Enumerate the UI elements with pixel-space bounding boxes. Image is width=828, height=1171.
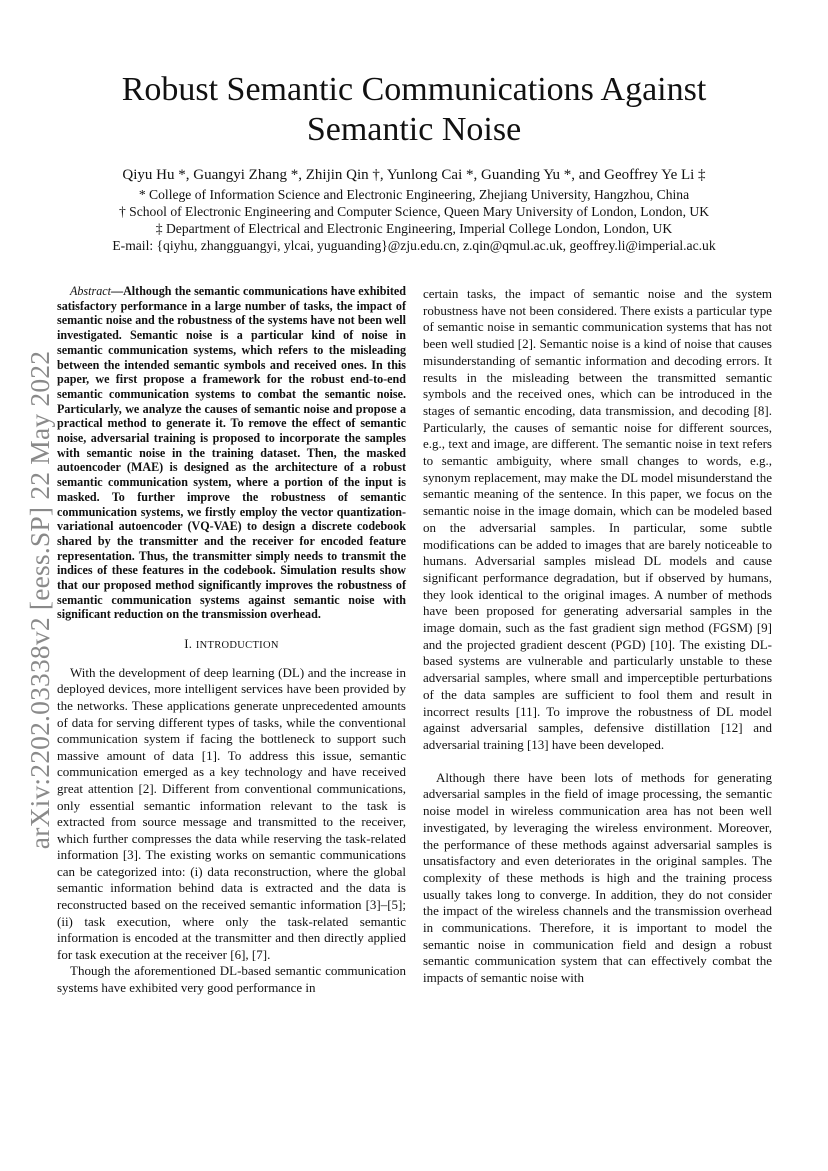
intro-paragraph-2: Though the aforementioned DL-based semantic communication systems have exhibited very good performance in <box>57 963 406 996</box>
section-title: INTRODUCTION <box>195 640 279 652</box>
right-column <box>423 286 772 987</box>
abstract-lead: Abstract <box>70 284 111 298</box>
abstract <box>57 284 406 622</box>
section-number: I. <box>184 637 193 652</box>
affiliation-imperial: ‡ Department of Electrical and Electronic Engineering, Imperial College London, London, UK <box>155 221 673 236</box>
arxiv-sidebar <box>20 320 60 880</box>
intro-paragraph-1: With the development of deep learning (DL) and the increase in deployed devices, more intelligent services have been provided by the networks. These applications generate unprecedented amounts of data for serving different types of tasks, while the conventional communication system if facing the bottleneck to support such massive amount of data [1]. To address this issue, semantic communication emerged as a key technology and have received great attention [2]. Different from conventional communications, only essential semantic information relevant to the task is extracted from source message and transmitted to the receiver, which further compresses the data while reserving the task-related information [3]. The existing works on semantic communications can be categorized into: (i) data reconstruction, where the global semantic information behind data is extracted and the data is reconstructed based on the received semantic information [3]–[5]; (ii) task execution, where only the task-related semantic information is encoded at the transmitter and then directly applied for task execution at the receiver [6], [7]. <box>57 664 406 962</box>
left-column <box>57 284 406 997</box>
affiliation-qmul: † School of Electronic Engineering and Computer Science, Queen Mary University of London, London, UK <box>118 204 710 219</box>
paper-title: Robust Semantic Communications Against Semantic Noise <box>121 71 707 148</box>
intro-paragraph-4: Although there have been lots of methods for generating adversarial samples in the field of image processing, the semantic noise model in wireless communication area has not been well investigated, by leveraging the wireless environment. Moreover, the performance of these methods against adversarial samples is unsatisfactory and even deteriorates in the original samples. The complexity of these methods is high and the training process usually takes long to converge. In addition, they do not consider the impact of the wireless channels and the transmission overhead in communications. Therefore, it is important to model the semantic noise in communication field and design a robust semantic communication system that can effectively combat the impacts of semantic noise with <box>423 769 772 986</box>
affiliation-zju: * College of Information Science and Electronic Engineering, Zhejiang University, Hangzhou, China <box>138 187 690 202</box>
intro-paragraph-3: certain tasks, the impact of semantic noise and the system robustness have not been considered. There exists a particular type of semantic noise in semantic communication systems that has not been well studied [2]. Semantic noise is a kind of noise that causes misunderstanding of semantic information and decoding errors. It results in the misleading between the transmitted semantic symbols and the received ones, which can be introduced in the stages of semantic encoding, data transmission, and decoding [8]. Particularly, the causes of semantic noise for different sources, e.g., text and image, are different. The semantic noise in text refers to semantic ambiguity, where small changes to words, e.g., synonym replacement, may make the DL model misunderstand the semantic meaning of the sentence. In this paper, we focus on the semantic noise in the image domain, which can be modeled based on the adversarial samples. In particular, some subtle modifications can be added to images that are barely noticeable to humans. Adversarial samples mislead DL models and cause significant performance degradation, but if observed by humans, they look identical to the original images. A number of methods have been proposed for generating adversarial samples in the image domain, such as the fast gradient sign method (FGSM) [9] and the projected gradient descent (PGD) [10]. The existing DL-based systems are vulnerable and particularly unstable to these adversarial samples, where small and imperceptible perturbations of the data samples are sufficient to fool them and result in incorrect results [11]. To improve the robustness of DL model against adversarial samples, defensive distillation [12] and adversarial training [13] have been developed. <box>423 286 772 752</box>
author-emails: E-mail: {qiyhu, zhangguangyi, ylcai, yuguanding}@zju.edu.cn, z.qin@qmul.ac.uk, geoffrey.li@imperial.ac.uk <box>112 238 716 253</box>
section-heading <box>57 636 406 655</box>
author-list: Qiyu Hu *, Guangyi Zhang *, Zhijin Qin †, Yunlong Cai *, Guanding Yu *, and Geoffrey Ye Li ‡ <box>122 167 706 183</box>
abstract-text: —Although the semantic communications have exhibited satisfactory performance in a large number of tasks, the impact of semantic noise and the robustness of the systems have not been well investigated. Semantic noise is a particular kind of noise in semantic communication systems, which refers to the misleading between the intended semantic symbols and received ones. In this paper, we first propose a framework for the robust end-to-end semantic communication systems to combat the semantic noise. Particularly, we analyze the causes of semantic noise and propose a practical method to generate it. To remove the effect of semantic noise, adversarial training is proposed to incorporate the samples with semantic noise in the training dataset. Then, the masked autoencoder (MAE) is designed as the architecture of a robust semantic communication system, where a portion of the input is masked. To further improve the robustness of semantic communication systems, we firstly employ the vector quantization-variational autoencoder (VQ-VAE) to design a discrete codebook shared by the transmitter and the receiver for encoded feature representation. Thus, the transmitter simply needs to transmit the indices of these features in the codebook. Simulation results show that our proposed method significantly improves the robustness of semantic communication systems against semantic noise with significant reduction on the transmission overhead. <box>57 284 406 622</box>
arxiv-identifier: arXiv:2202.03338v2 [eess.SP] 22 May 2022 <box>24 350 55 850</box>
